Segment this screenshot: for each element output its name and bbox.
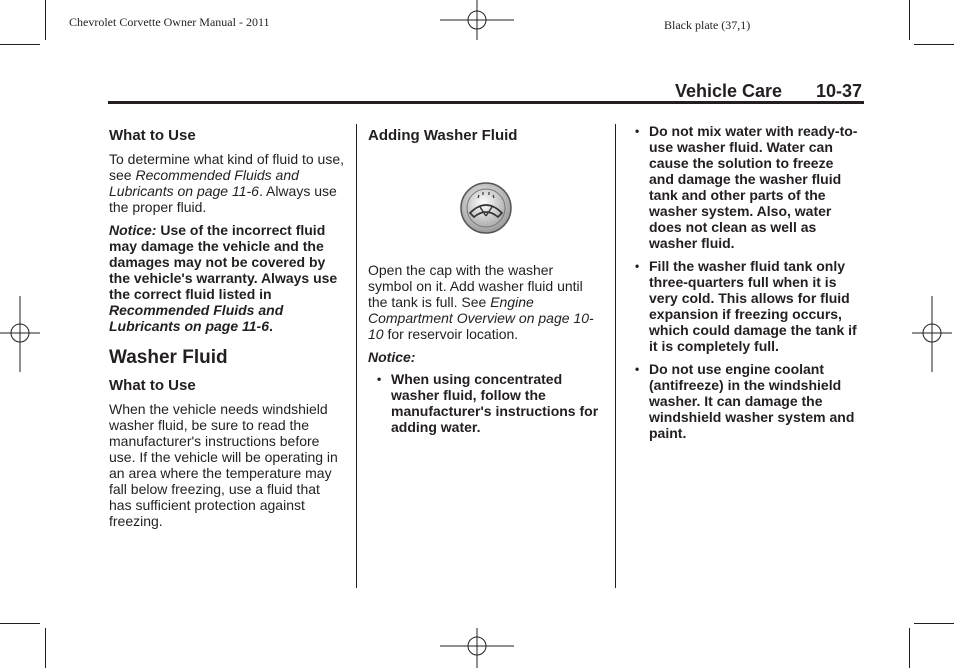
registration-mark-right xyxy=(912,296,952,372)
section-heading-washer-fluid: Washer Fluid xyxy=(109,347,228,368)
heading-what-to-use: What to Use xyxy=(109,127,196,144)
crop-mark xyxy=(914,623,954,624)
notice-paragraph xyxy=(109,222,345,334)
text: for reservoir location. xyxy=(383,326,519,342)
bullet-icon: • xyxy=(635,124,640,138)
plate-label: Black plate (37,1) xyxy=(664,18,751,32)
crop-mark xyxy=(0,623,40,624)
list-item xyxy=(635,123,861,251)
paragraph-washer-fluid: When the vehicle needs windshield washer fluid, be sure to read the manufacturer's instructions before use. If the vehicle will be operating in an area where the temperature may fall below freezing, use a fluid that has sufficient protection against freezing. xyxy=(109,401,338,529)
list-item xyxy=(377,371,600,435)
list-item-text: Fill the washer fluid tank only three-quarters full when it is very cold. This allows for fluid expansion if freezing occurs, which could damage the tank if it is completely full. xyxy=(649,258,857,354)
paragraph-fluid-type xyxy=(109,151,345,215)
page-number: 10-37 xyxy=(816,81,863,101)
crop-mark xyxy=(45,628,46,668)
crop-mark xyxy=(0,44,40,45)
section-title: Vehicle Care xyxy=(675,81,783,101)
bullet-icon: • xyxy=(377,372,382,386)
notice-list xyxy=(635,123,861,441)
notice-label: Notice: xyxy=(368,349,416,365)
text: . Always use the proper fluid. xyxy=(109,183,337,215)
notice-label: Notice: xyxy=(109,222,157,238)
washer-fluid-icon xyxy=(458,182,514,234)
registration-mark-top xyxy=(440,0,514,40)
column-1 xyxy=(109,127,345,536)
cross-reference-link[interactable]: Recommended Fluids and Lubricants on page 11-6 xyxy=(109,167,299,199)
crop-mark xyxy=(45,0,46,40)
paragraph-add-fluid xyxy=(368,262,600,342)
list-item-text: Do not use engine coolant (antifreeze) in the windshield washer. It can damage the windshield washer system and paint. xyxy=(649,361,855,441)
column-2 xyxy=(368,127,592,151)
list-item-text: Do not mix water with ready-to-use washer fluid. Water can cause the solution to freeze and damage the washer fluid tank and other parts of the washer system. Also, water does not clean as well as washer fluid. xyxy=(649,123,858,251)
crop-mark xyxy=(909,628,910,668)
notice-text: Use of the incorrect fluid may damage the vehicle and the damages may not be covered by the vehicle's warranty. Always use the correct fluid listed in xyxy=(109,222,338,302)
list-item xyxy=(635,258,861,354)
column-divider xyxy=(356,124,357,588)
crop-mark xyxy=(914,44,954,45)
text: Open the cap with the washer symbol on it. Add washer fluid until the tank is full. See xyxy=(368,262,583,310)
list-item-text: When using concentrated washer fluid, follow the manufacturer's instructions for adding water. xyxy=(391,371,599,435)
heading-what-to-use: What to Use xyxy=(109,377,196,394)
cross-reference-link[interactable]: Recommended Fluids and Lubricants on page 11-6 xyxy=(109,302,284,334)
bullet-icon: • xyxy=(635,362,640,376)
bullet-icon: • xyxy=(635,259,640,273)
crop-mark xyxy=(909,0,910,40)
text: To determine what kind of fluid to use, see xyxy=(109,151,345,183)
list-item xyxy=(635,361,861,441)
cross-reference-link[interactable]: Engine Compartment Overview on page 10-10 xyxy=(368,294,594,342)
column-divider xyxy=(615,124,616,588)
registration-mark-left xyxy=(0,296,40,372)
column-3 xyxy=(635,123,861,448)
text: . xyxy=(269,318,273,334)
heading-adding-washer-fluid: Adding Washer Fluid xyxy=(368,127,518,144)
registration-mark-bottom xyxy=(440,628,514,668)
manual-title: Chevrolet Corvette Owner Manual - 2011 xyxy=(69,15,270,29)
notice-list xyxy=(377,371,600,435)
column-2-body xyxy=(368,262,600,442)
header-rule xyxy=(108,101,864,104)
